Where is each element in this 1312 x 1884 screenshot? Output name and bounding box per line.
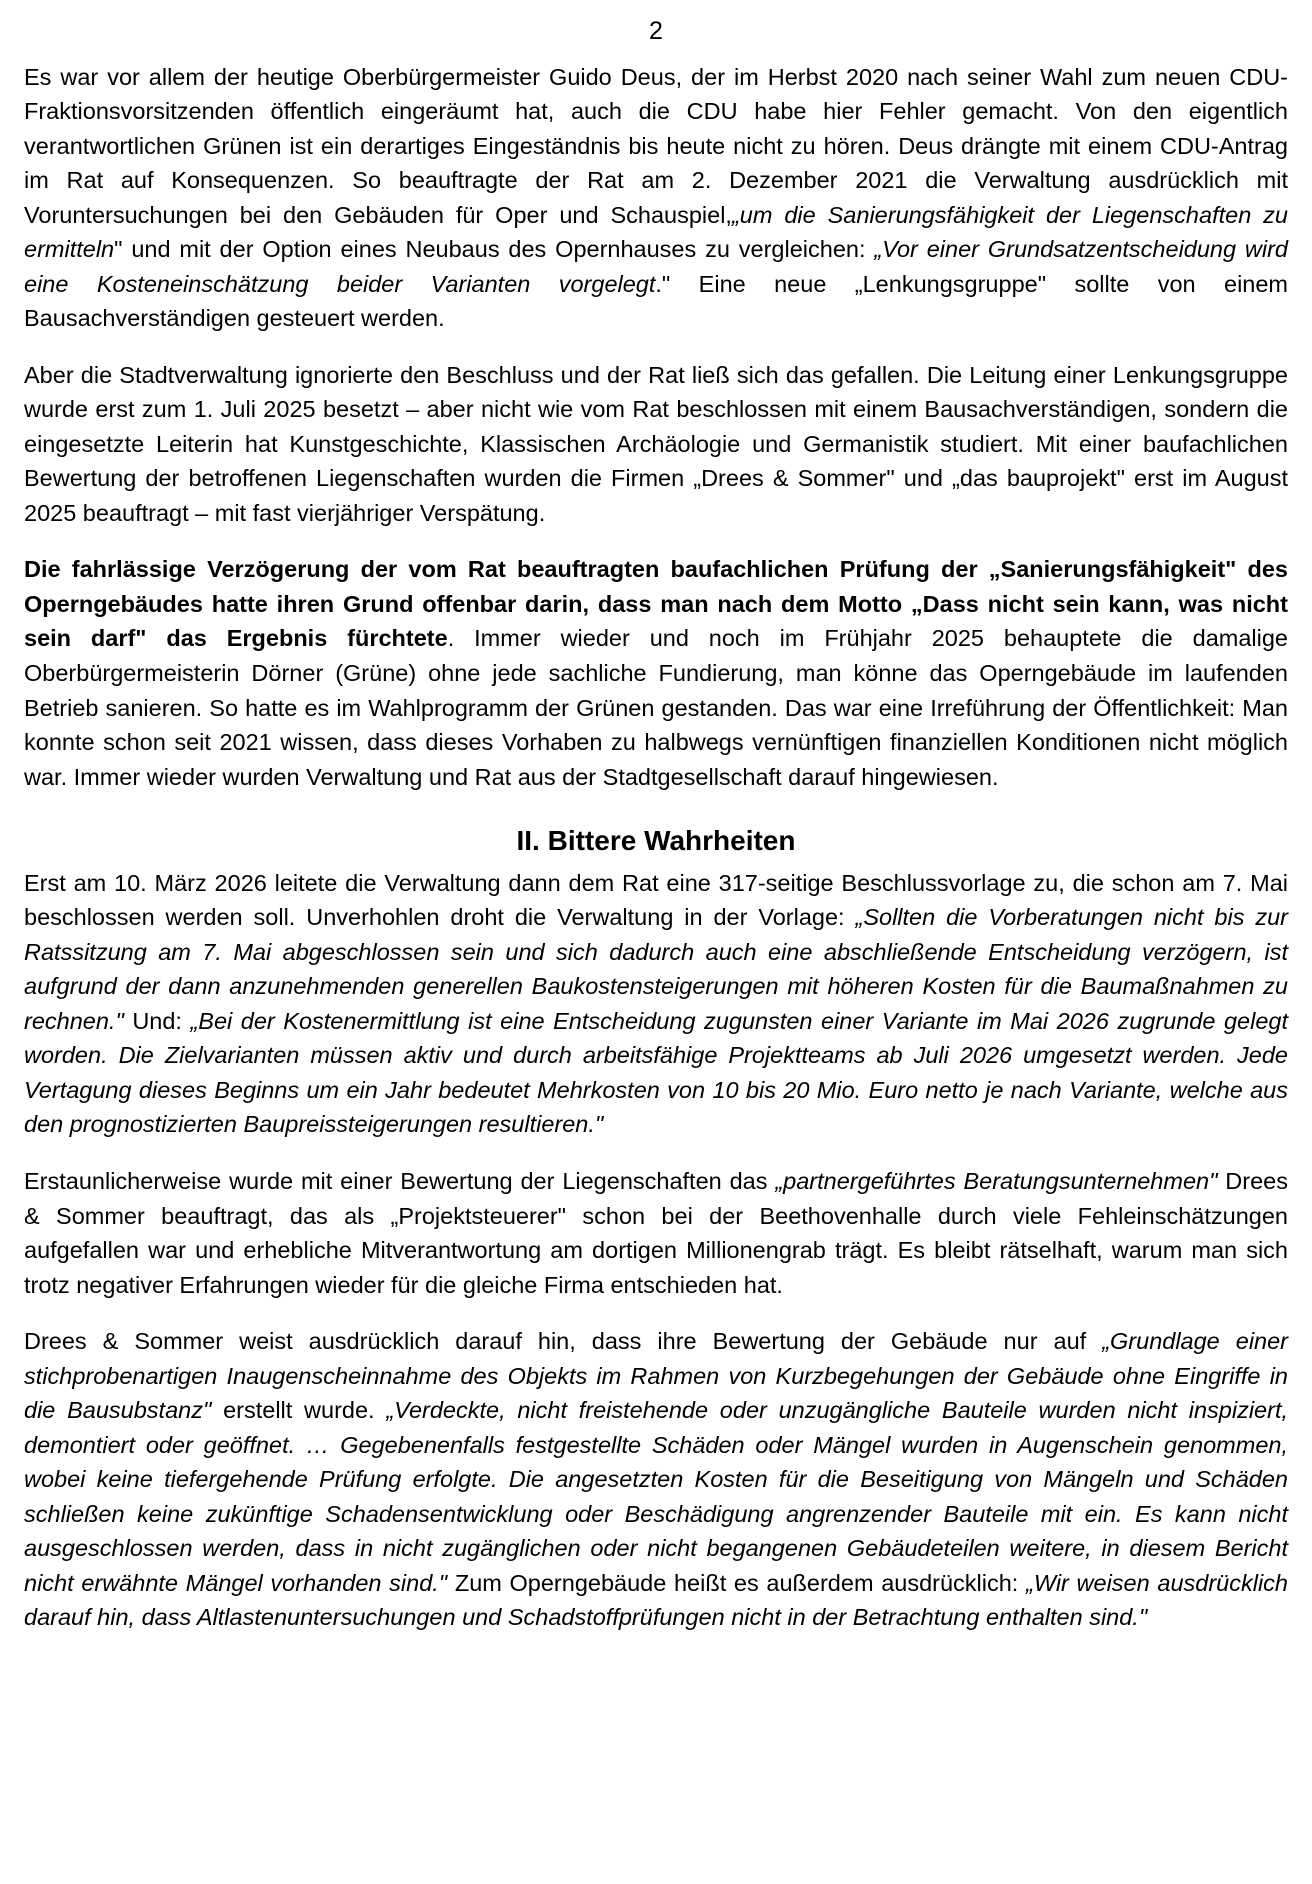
quoted-italic-text: „um die Sanierungsfähigkeit der Liegenschaften zu ermitteln: [24, 201, 1288, 263]
paragraphs-after-heading: [24, 866, 1288, 1635]
quoted-italic-text: „partnergeführtes Beratungsunternehmen": [775, 1167, 1218, 1194]
page-number: 2: [649, 17, 663, 45]
paragraphs-before-heading: [24, 60, 1288, 795]
quoted-italic-text: „Verdeckte, nicht freistehende oder unzugängliche Bauteile wurden nicht inspiziert, demontiert oder geöffnet. … Gegebenenfalls festgestellte Schäden oder Mängel wurden in Augenschein genommen, wobei keine tiefergehende Prüfung erfolgte. Die angesetzten Kosten für die Beseitigung von Mängeln und Schäden schließen keine zukünftige Schadensentwicklung oder Beschädigung angrenzender Bauteile mit ein. Es kann nicht ausgeschlossen werden, dass in nicht zugänglichen oder nicht begangenen Gebäudeteilen weitere, in diesem Bericht nicht erwähnte Mängel vorhanden sind.": [24, 1397, 1289, 1596]
text-run: Es war vor allem der heutige Oberbürgermeister Guido Deus, der im Herbst 2020 nach seiner Wahl zum neuen CDU-Fraktionsvorsitzenden öffentlich eingeräumt hat, auch die CDU habe hier Fehler gemacht. Von den eigentlich verantwortlichen Grünen ist ein derartiges Eingeständnis bis heute nicht zu hören. Deus drängte mit einem CDU-Antrag im Rat auf Konsequenzen. So beauftragte der Rat am 2. Dezember 2021 die Verwaltung ausdrücklich mit Voruntersuchungen bei den Gebäuden für Oper und Schauspiel,: [24, 63, 1288, 228]
text-run: Aber die Stadtverwaltung ignorierte den Beschluss und der Rat ließ sich das gefallen. Die Leitung einer Lenkungsgruppe wurde erst zum 1. Juli 2025 besetzt – aber nicht wie vom Rat beschlossen mit einem Bausachverständigen, sondern die eingesetzte Leiterin hat Kunstgeschichte, Klassischen Archäologie und Germanistik studiert. Mit einer baufachlichen Bewertung der betroffenen Liegenschaften wurden die Firmen „Drees & Sommer" und „das bauprojekt" erst im August 2025 beauftragt – mit fast vierjähriger Verspätung.: [24, 361, 1288, 526]
paragraph: [24, 60, 1288, 336]
paragraph: [24, 1324, 1288, 1635]
text-run: Und:: [123, 1007, 191, 1034]
quoted-italic-text: „Sollten die Vorberatungen nicht bis zur Ratssitzung am 7. Mai abgeschlossen sein und sich dadurch auch eine abschließende Entscheidung verzögern, ist aufgrund der dann anzunehmenden generellen Baukostensteigerungen mit höheren Kosten für die Baumaßnahmen zu rechnen.": [24, 904, 1288, 1034]
paragraph: [24, 1164, 1288, 1302]
text-run: Drees & Sommer weist ausdrücklich darauf hin, dass ihre Bewertung der Gebäude nur auf: [24, 1328, 1103, 1355]
paragraph: [24, 866, 1288, 1142]
text-run: ." Eine neue „Lenkungsgruppe" sollte von einem Bausachverständigen gesteuert werden.: [24, 270, 1288, 332]
text-run: erstellt wurde.: [211, 1397, 387, 1424]
text-run: Erstaunlicherweise wurde mit einer Bewertung der Liegenschaften das: [24, 1167, 776, 1194]
quoted-italic-text: „Wir weisen ausdrücklich darauf hin, dass Altlastenuntersuchungen und Schadstoffprüfungen nicht in der Betrachtung enthalten sind.": [24, 1569, 1288, 1631]
text-run: . Immer wieder und noch im Frühjahr 2025 behauptete die damalige Oberbürgermeisterin Dörner (Grüne) ohne jede sachliche Fundierung, man könne das Operngebäude im laufenden Betrieb sanieren. So hatte es im Wahlprogramm der Grünen gestanden. Das war eine Irreführung der Öffentlichkeit: Man konnte schon seit 2021 wissen, dass dieses Vorhaben zu halbwegs vernünftigen finanziellen Konditionen nicht möglich war. Immer wieder wurden Verwaltung und Rat aus der Stadtgesellschaft darauf hingewiesen.: [24, 625, 1288, 790]
text-run: Zum Operngebäude heißt es außerdem ausdrücklich:: [447, 1569, 1027, 1596]
quoted-italic-text: „Grundlage einer stichprobenartigen Inaugenscheinnahme des Objekts im Rahmen von Kurzbegehungen der Gebäude ohne Eingriffe in die Bausubstanz": [24, 1328, 1289, 1424]
quoted-italic-text: „Vor einer Grundsatzentscheidung wird eine Kosteneinschätzung beider Varianten vorgelegt: [24, 236, 1289, 297]
text-run: Drees & Sommer beauftragt, das als „Projektsteuerer" schon bei der Beethovenhalle durch viele Fehleinschätzungen aufgefallen war und erhebliche Mitverantwortung am dortigen Millionengrab trägt. Es bleibt rätselhaft, warum man sich trotz negativer Erfahrungen wieder für die gleiche Firma entschieden hat.: [24, 1167, 1288, 1298]
emphasized-text: Die fahrlässige Verzögerung der vom Rat beauftragten baufachlichen Prüfung der „Sanierungsfähigkeit" des Operngebäudes hatte ihren Grund offenbar darin, dass man nach dem Motto „Dass nicht sein kann, was nicht sein darf" das Ergebnis fürchtete: [24, 556, 1288, 652]
section-heading: II. Bittere Wahrheiten: [516, 825, 796, 857]
paragraph: [24, 358, 1288, 531]
paragraph: [24, 552, 1288, 794]
quoted-italic-text: „Bei der Kostenermittlung ist eine Entscheidung zugunsten einer Variante im Mai 2026 zugrunde gelegt worden. Die Zielvarianten müssen aktiv und durch arbeitsfähige Projektteams ab Juli 2026 umgesetzt werden. Jede Vertagung dieses Beginns um ein Jahr bedeutet Mehrkosten von 10 bis 20 Mio. Euro netto je nach Variante, welche aus den prognostizierten Baupreissteigerungen resultieren.": [24, 1007, 1288, 1138]
text-run: " und mit der Option eines Neubaus des Opernhauses zu vergleichen:: [114, 236, 875, 263]
text-run: Erst am 10. März 2026 leitete die Verwaltung dann dem Rat eine 317-seitige Beschlussvorlage zu, die schon am 7. Mai beschlossen werden soll. Unverhohlen droht die Verwaltung in der Vorlage:: [24, 869, 1288, 931]
